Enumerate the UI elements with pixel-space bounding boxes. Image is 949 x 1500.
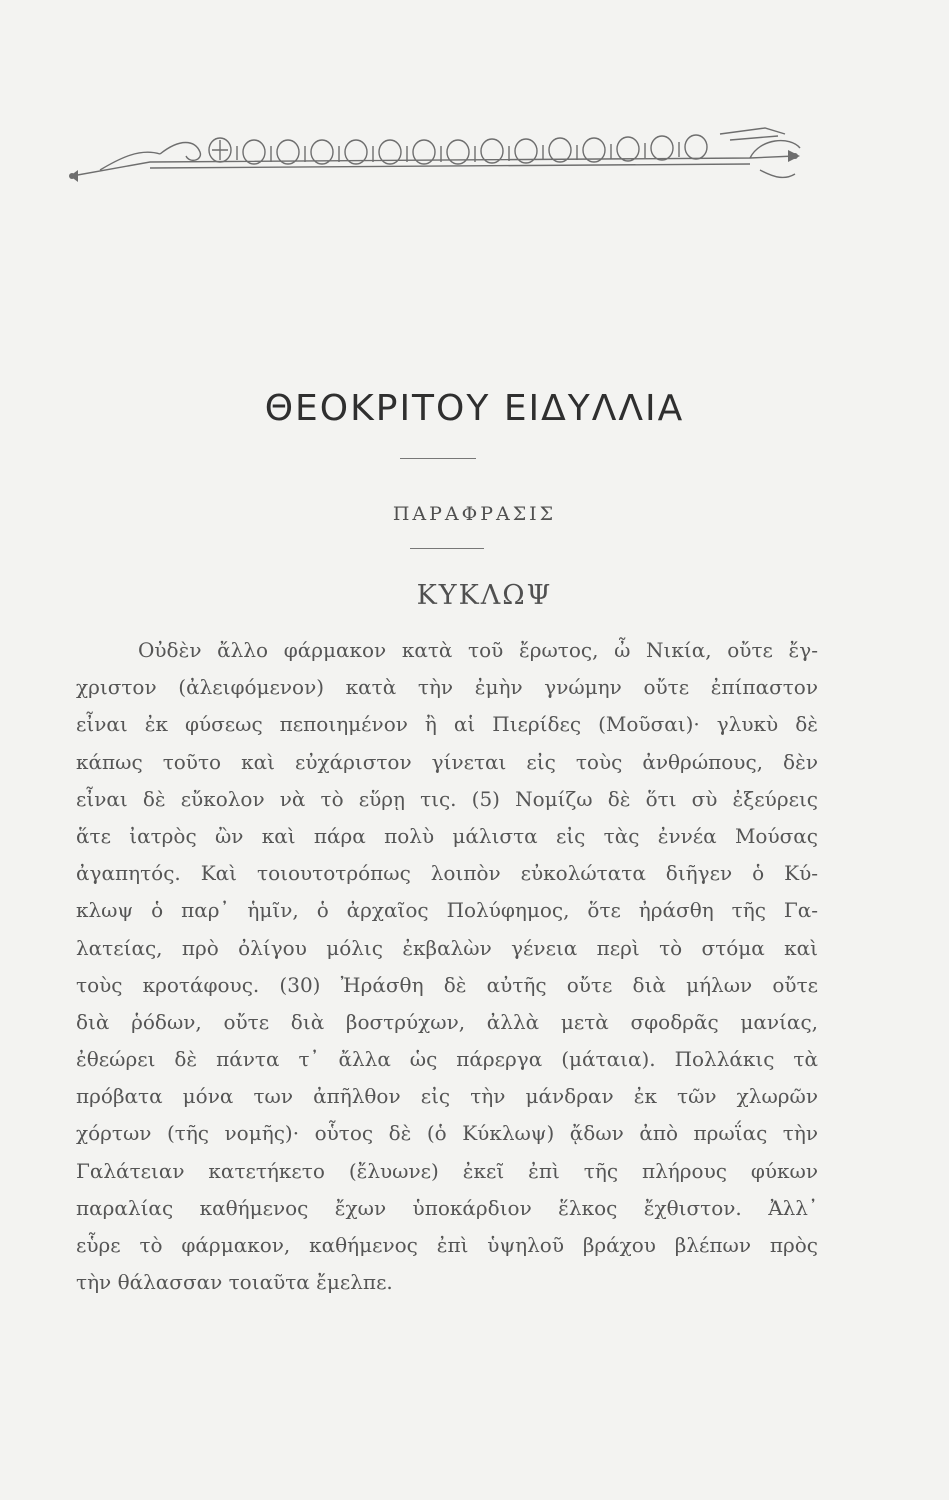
text-line: κλωψ ὁ παρ᾽ ἡμῖν, ὁ ἀρχαῖος Πολύφημος, ὅτε ἠράσθη τῆς Γα- <box>76 898 818 923</box>
book-title: ΘΕΟΚΡΙΤΟΥ ΕΙΔΥΛΛΙΑ <box>264 388 685 429</box>
text-line: εἶναι δὲ εὔκολον νὰ τὸ εὕρῃ τις. (5) Νομίζω δὲ ὅτι σὺ ἐξεύρεις <box>76 786 818 811</box>
poem-heading: ΚΥΚΛΩΨ <box>416 580 553 611</box>
text-line: χριστον (ἀλειφόμενον) κατὰ τὴν ἐμὴν γνώμην οὔτε ἐπίπαστον <box>76 675 818 700</box>
text-line: εἶναι ἐκ φύσεως πεποιημένον ἢ αἱ Πιερίδες (Μοῦσαι)· γλυκὺ δὲ <box>76 712 818 737</box>
text-line: χόρτων (τῆς νομῆς)· οὗτος δὲ (ὁ Κύκλωψ) ᾄδων ἀπὸ πρωΐας τὴν <box>76 1121 818 1146</box>
text-line: Γαλάτειαν κατετήκετο (ἔλυωνε) ἐκεῖ ἐπὶ τῆς πλήρους φύκων <box>76 1158 818 1183</box>
text-line: τοὺς κροτάφους. (30) Ἠράσθη δὲ αὐτῆς οὔτε διὰ μήλων οὔτε <box>76 972 818 997</box>
paraphrase-text <box>76 632 818 1301</box>
text-line: παραλίας καθήμενος ἔχων ὑποκάρδιον ἕλκος ἔχθιστον. Ἀλλ᾽ <box>76 1195 818 1220</box>
text-line: Οὐδὲν ἄλλο φάρμακον κατὰ τοῦ ἔρωτος, ὦ Νικία, οὔτε ἔγ- <box>138 638 818 662</box>
text-line: πρόβατα μόνα των ἀπῆλθον εἰς τὴν μάνδραν ἐκ τῶν χλωρῶν <box>76 1084 818 1109</box>
text-line: διὰ ῥόδων, οὔτε διὰ βοστρύχων, ἀλλὰ μετὰ σφοδρᾶς μανίας, <box>76 1009 818 1034</box>
text-line: εὗρε τὸ φάρμακον, καθήμενος ἐπὶ ὑψηλοῦ βράχου βλέπων πρὸς <box>76 1233 818 1257</box>
text-line: κάπως τοῦτο καὶ εὐχάριστον γίνεται εἰς τοὺς ἀνθρώπους, δὲν <box>76 749 818 774</box>
text-line: ἀγαπητός. Καὶ τοιουτοτρόπως λοιπὸν εὐκολώτατα διῆγεν ὁ Κύ- <box>76 861 818 886</box>
text-line: ἐθεώρει δὲ πάντα τ᾽ ἄλλα ὡς πάρεργα (μάταια). Πολλάκις τὰ <box>76 1047 818 1072</box>
subtitle-divider <box>410 548 484 549</box>
text-line: λατείας, πρὸ ὀλίγου μόλις ἐκβαλὼν γένεια περὶ τὸ στόμα καὶ <box>76 935 818 960</box>
title-divider <box>400 458 476 459</box>
text-line: τὴν θάλασσαν τοιαῦτα ἔμελπε. <box>76 1270 393 1295</box>
text-line: ἅτε ἰατρὸς ὢν καὶ πάρα πολὺ μάλιστα εἰς τὰς ἐννέα Μούσας <box>76 823 818 848</box>
section-subtitle: ΠΑΡΑΦΡΑΣΙΣ <box>392 503 557 525</box>
anthemion-border-ornament <box>60 118 805 198</box>
